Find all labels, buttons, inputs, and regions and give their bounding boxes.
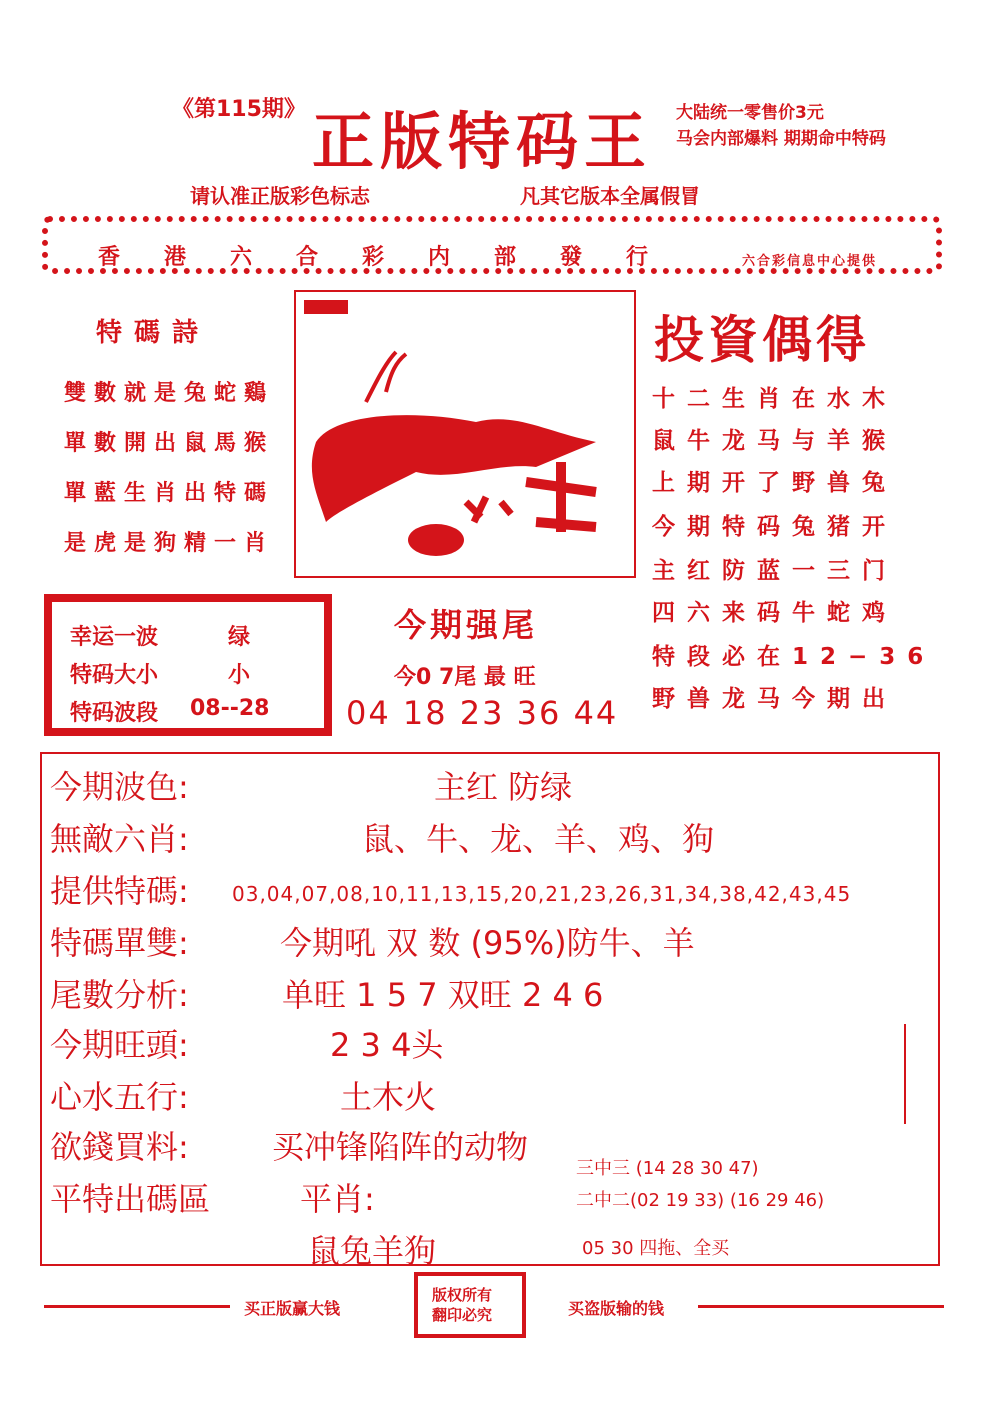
odd-even-label: 特碼單雙: [50,924,189,962]
invest-line: 四六来码牛蛇鸡 [652,600,897,626]
price-text: 大陆统一零售价3元 [676,103,824,123]
tail-analysis-label: 尾數分析: [50,976,189,1014]
invest-line: 上期开了野兽兔 [652,470,897,496]
strong-tail-sub: 今0 7尾 最 旺 [394,665,536,690]
special-numbers-value: 03,04,07,08,10,11,13,15,20,21,23,26,31,34,38,42,43,45 [232,882,852,906]
copyright-line: 版权所有 [432,1286,493,1304]
six-zodiac-label: 無敵六肖: [50,820,189,858]
invest-line: 主红防蓝一三门 [652,558,897,584]
invest-line: 今期特码兔猪开 [652,514,897,540]
poem-line: 單藍生肖出特碼 [64,480,275,506]
issue-number: 《第115期》 [172,97,306,122]
lucky-wave-value: 绿 [228,625,251,650]
counterfeit-notice: 凡其它版本全属假冒 [520,184,700,208]
poem-title: 特碼詩 [96,318,211,348]
buy-tip-label: 欲錢買料: [50,1128,189,1166]
tail-analysis-value: 单旺 1 5 7 双旺 2 4 6 [282,976,604,1014]
combo-drag: 05 30 四拖、全买 [582,1238,730,1259]
size-value: 小 [228,663,251,688]
seal-stamp [304,300,348,314]
poem-line: 雙數就是兔蛇鷄 [64,380,275,406]
lucky-wave-label: 幸运一波 [70,625,159,650]
crocodile-body [312,415,596,522]
combo-two: 二中二(02 19 33) (16 29 46) [576,1190,825,1211]
crocodile-illustration [296,292,634,576]
five-elements-label: 心水五行: [50,1078,189,1116]
size-label: 特码大小 [70,663,159,688]
inside-info-text: 马会内部爆料 期期命中特码 [676,129,886,149]
flat-zodiac-value: 鼠兔羊狗 [308,1232,437,1270]
combo-three: 三中三 (14 28 30 47) [576,1158,759,1179]
poem-line: 單數開出鼠馬猴 [64,430,275,456]
flat-special-label: 平特出碼區 [50,1180,211,1218]
hot-head-value: 2 3 4头 [330,1026,444,1064]
range-label: 特码波段 [70,701,159,726]
divider [44,1305,230,1308]
poem-line: 是虎是狗精一肖 [64,530,275,556]
fan-shape [408,524,464,556]
hot-head-label: 今期旺頭: [50,1026,189,1064]
page-title: 正版特码王 [312,105,653,178]
buy-tip-value: 买冲锋陷阵的动物 [272,1128,529,1166]
banner-provider: 六合彩信息中心提供 [742,254,878,269]
divider [904,1024,906,1124]
copyright-line: 翻印必究 [432,1306,493,1324]
banner-text: 香港六合彩内部發行 [98,244,693,270]
five-elements-value: 土木火 [340,1078,437,1116]
strong-tail-numbers: 04 18 23 36 44 [346,694,619,732]
invest-line: 野兽龙马今期出 [652,686,897,712]
strong-tail-title: 今期强尾 [394,606,539,644]
invest-title: 投資偶得 [654,311,870,369]
special-numbers-label: 提供特碼: [50,872,189,910]
footer-right-text: 买盗版输的钱 [568,1299,665,1318]
riddle-picture [294,290,636,578]
wave-color-label: 今期波色: [50,768,189,806]
invest-line: 鼠牛龙马与羊猴 [652,428,897,454]
invest-line: 十二生肖在水木 [652,386,897,412]
authentic-notice: 请认准正版彩色标志 [190,184,370,208]
six-zodiac-value: 鼠、牛、龙、羊、鸡、狗 [362,820,715,858]
wave-color-value: 主红 防绿 [434,768,573,806]
range-value: 08--28 [190,696,270,721]
invest-line: 特段必在12−36 [652,644,936,670]
footer-left-text: 买正版赢大钱 [244,1299,341,1318]
divider [698,1305,944,1308]
flat-zodiac-label: 平肖: [300,1180,375,1218]
odd-even-value: 今期吼 双 数 (95%)防牛、羊 [280,924,695,962]
